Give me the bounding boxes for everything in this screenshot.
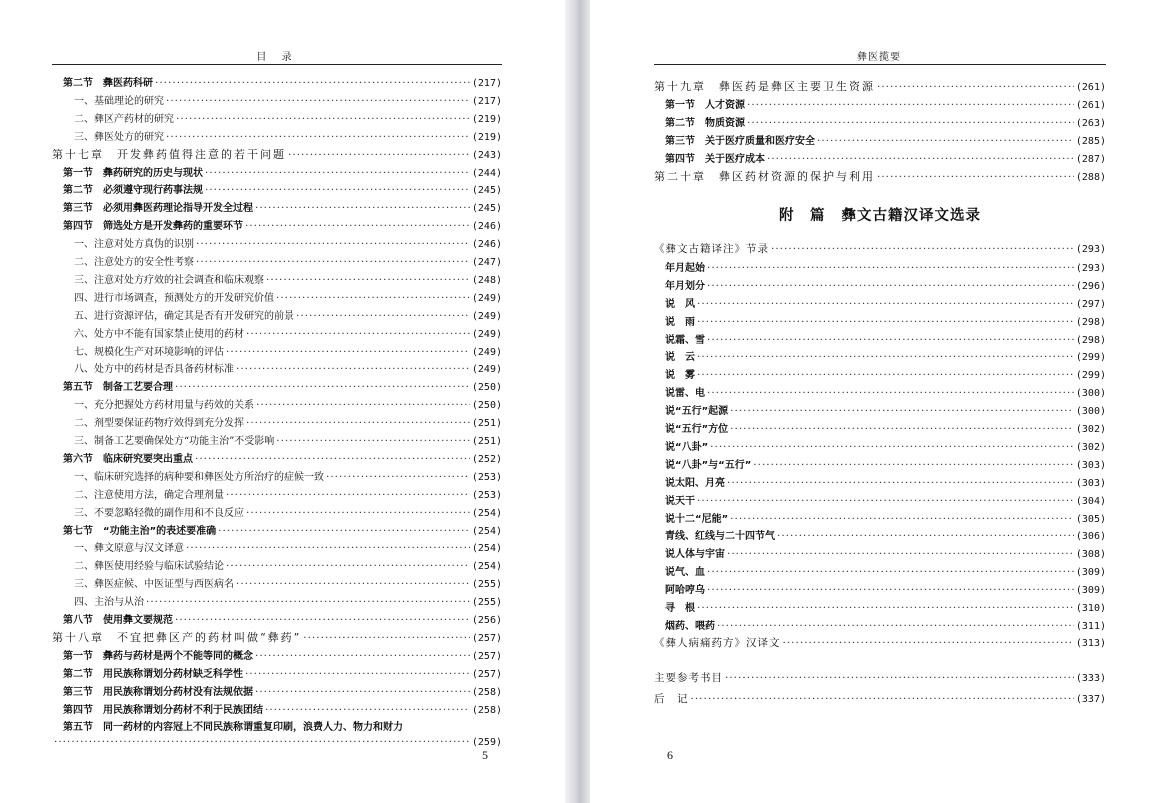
toc-entry [52, 647, 502, 664]
toc-entry-page: (251) [471, 418, 502, 430]
page-header: 目 录 [256, 52, 298, 63]
toc-entry-page: (299) [1075, 352, 1106, 364]
toc-entry-page: (249) [471, 310, 502, 322]
toc-leader-dots [691, 693, 1074, 705]
toc-entry [654, 492, 1106, 509]
toc-entry-title: 二、彝区产药材的研究 [74, 113, 174, 125]
toc-entry [52, 181, 502, 198]
toc-entry-page: (288) [1075, 172, 1106, 183]
toc-entry-title: 第五节 同一药材的内容冠上不同民族称谓重复印刷，浪费人力、物力和财力 [63, 722, 403, 734]
toc-entry-title: 第二节 必须遵守现行药事法规 [63, 185, 203, 197]
toc-leader-dots [195, 453, 470, 465]
toc-entry [52, 271, 502, 288]
toc-entry [654, 366, 1106, 383]
toc-entry-title: 一、基础理论的研究 [74, 95, 164, 107]
toc-entry-title: 第二十章 彝区药材资源的保护与利用 [654, 170, 875, 183]
toc-entry-page: (217) [471, 78, 502, 89]
toc-leader-dots [697, 316, 1074, 328]
toc-entry-page: (259) [471, 737, 502, 749]
toc-entry-page: (249) [471, 346, 502, 358]
toc-entry [52, 539, 502, 556]
toc-leader-dots [166, 131, 470, 143]
toc-entry-page: (245) [471, 185, 502, 197]
toc-entry [654, 295, 1106, 312]
page-number: 6 [667, 748, 673, 762]
toc-entry [52, 128, 502, 145]
toc-entry-title: 二、剂型要保证药物疗效得到充分发挥 [74, 418, 244, 430]
toc-entry-page: (303) [1075, 477, 1106, 489]
toc-entry-page: (252) [471, 453, 502, 465]
toc-entry-page: (255) [471, 579, 502, 591]
toc-entry [52, 718, 502, 735]
toc-entry-page: (253) [471, 471, 502, 483]
toc-entry-title: 第二节 彝医药科研 [63, 78, 153, 89]
page-gutter [565, 0, 590, 803]
toc-entry [52, 522, 502, 539]
toc-entry [52, 701, 502, 718]
toc-entry [654, 384, 1106, 401]
toc-entry [52, 468, 502, 485]
toc-entry-page: (299) [1075, 370, 1106, 382]
toc-entry [654, 510, 1106, 527]
toc-entry-page: (293) [1075, 262, 1106, 274]
toc-entry-title: 说 雾 [665, 370, 695, 382]
toc-leader-dots [276, 292, 470, 304]
toc-entry-page: (296) [1075, 280, 1106, 292]
toc-leader-dots [707, 566, 1074, 578]
toc-leader-dots [697, 495, 1074, 507]
toc-entry-title: 第四节 关于医疗成本 [665, 154, 765, 165]
toc-entry [654, 438, 1106, 455]
toc-entry [52, 110, 502, 127]
toc-leader-dots [707, 584, 1074, 596]
toc-entry-title: 第一节 彝药与药材是两个不能等同的概念 [63, 650, 253, 662]
toc-entry [654, 313, 1106, 330]
page-header: 彝医揽要 [857, 52, 901, 63]
toc-entry-title: 说人体与宇宙 [665, 549, 725, 561]
toc-entry-page: (302) [1075, 424, 1106, 435]
toc-entry-page: (249) [471, 328, 502, 340]
toc-entry-page: (255) [471, 597, 502, 609]
toc-entry-page: (254) [471, 525, 502, 537]
toc-entry [52, 414, 502, 431]
toc-entry-title: 说气、血 [665, 567, 705, 579]
header-rule [52, 64, 502, 65]
toc-leader-dots [707, 387, 1074, 399]
toc-leader-dots [725, 672, 1074, 684]
toc-entry-page: (246) [471, 239, 502, 251]
header-rule [654, 64, 1106, 65]
toc-entry [654, 670, 1106, 687]
toc-entry [654, 150, 1106, 167]
toc-leader-dots [727, 477, 1074, 489]
toc-entry [52, 486, 502, 503]
toc-entry [52, 92, 502, 109]
toc-entry-title: 第一节 彝药研究的历史与现状 [63, 167, 203, 179]
toc-leader-dots [246, 417, 470, 429]
toc-leader-dots [296, 310, 470, 322]
toc-entry [654, 241, 1106, 258]
toc-leader-dots [245, 220, 470, 232]
toc-entry-page: (245) [471, 203, 502, 215]
toc-entry [52, 396, 502, 413]
toc-entry-title: 说雷、电 [665, 388, 705, 400]
toc-leader-dots [196, 238, 470, 250]
toc-leader-dots [255, 202, 470, 214]
toc-entry [654, 132, 1106, 149]
toc-entry-page: (333) [1075, 673, 1106, 684]
right-page [590, 0, 1162, 803]
toc-entry-title: 第八节 使用彝文要规范 [63, 615, 173, 626]
toc-entry-title: 第三节 用民族称谓划分药材没有法规依据 [63, 686, 253, 698]
toc-entry-title: 年月起始 [665, 262, 705, 274]
toc-entry-page: (309) [1075, 567, 1106, 579]
toc-entry-title: 说霜、雪 [665, 334, 705, 346]
toc-entry-title: 一、临床研究选择的病种要和彝医处方所治疗的症候一致 [74, 471, 324, 483]
toc-entry-page: (306) [1075, 531, 1106, 543]
toc-entry-title: 一、充分把握处方药材用量与药效的关系 [74, 400, 254, 412]
toc-entry-title: 第七节 “功能主治”的表述要准确 [63, 525, 217, 537]
toc-leader-dots [730, 405, 1074, 417]
toc-entry [52, 343, 502, 360]
appendix-name: 彝文古籍汉译文选录 [841, 208, 981, 224]
toc-leader-dots [288, 149, 470, 161]
toc-entry-title: 说“五行”方位 [665, 424, 729, 435]
toc-entry [654, 259, 1106, 276]
toc-leader-dots [877, 81, 1074, 93]
toc-entry-title: 青线、红线与二十四节气 [665, 531, 775, 543]
toc-entry-title: 说 风 [665, 298, 695, 310]
toc-entry-page: (254) [471, 507, 502, 519]
toc-entry-title: 第三节 必须用彝医药理论指导开发全过程 [63, 203, 253, 215]
toc-leader-dots [817, 135, 1074, 147]
toc-entry [654, 599, 1106, 616]
toc-leader-dots [767, 153, 1074, 165]
toc-entry-page: (298) [1075, 316, 1106, 328]
toc-entry [654, 348, 1106, 365]
toc-leader-dots [256, 399, 470, 411]
toc-leader-dots [276, 435, 470, 447]
toc-leader-dots [727, 548, 1074, 560]
toc-entry [654, 635, 1106, 652]
toc-leader-dots [255, 686, 470, 698]
toc-leader-dots [697, 602, 1074, 614]
toc-entry-title: 烟药、喂药 [665, 620, 715, 632]
toc-entry-title: 二、注意处方的安全性考察 [74, 257, 194, 268]
toc-leader-dots [747, 117, 1074, 129]
toc-entry-title: 第三节 关于医疗质量和医疗安全 [665, 136, 815, 147]
toc-leader-dots [246, 328, 470, 340]
toc-leader-dots [783, 637, 1074, 649]
toc-entry [52, 307, 502, 324]
toc-entry [52, 575, 502, 592]
toc-leader-dots [146, 596, 470, 608]
toc-entry [52, 629, 502, 646]
toc-leader-dots [175, 614, 470, 626]
toc-entry-page: (263) [1075, 118, 1106, 129]
toc-leader-dots [155, 77, 470, 89]
toc-entry [52, 504, 502, 521]
toc-entry [52, 736, 502, 753]
toc-entry [52, 593, 502, 610]
toc-entry-title: 说十二“尼能” [665, 513, 729, 525]
toc-entry [654, 545, 1106, 562]
toc-entry-title: 说天干 [665, 495, 695, 507]
toc-entry [654, 617, 1106, 634]
toc-leader-dots [777, 530, 1074, 542]
toc-entry-page: (258) [471, 704, 502, 716]
toc-leader-dots [226, 560, 470, 572]
toc-entry-page: (219) [471, 113, 502, 125]
toc-leader-dots [326, 471, 470, 483]
toc-entry-title: 第四节 筛选处方是开发彝药的重要环节 [63, 221, 243, 233]
toc-entry-page: (257) [471, 632, 502, 644]
toc-entry-title: 主要参考书目 [654, 672, 723, 684]
toc-leader-dots [245, 668, 470, 680]
toc-entry-page: (244) [471, 167, 502, 179]
left-page [0, 0, 565, 803]
toc-entry-title: 说 云 [665, 352, 695, 364]
toc-entry-page: (308) [1075, 549, 1106, 561]
toc-leader-dots [697, 351, 1074, 363]
toc-entry [52, 199, 502, 216]
toc-entry [654, 331, 1106, 348]
toc-leader-dots [697, 298, 1074, 310]
toc-entry-title: 第一节 人才资源 [665, 100, 745, 111]
toc-entry-page: (311) [1075, 620, 1106, 632]
toc-entry [654, 527, 1106, 544]
toc-entry-title: 三、制备工艺要确保处方“功能主治”不受影响 [74, 436, 275, 447]
toc-entry [52, 325, 502, 342]
toc-entry-title: 七、规模化生产对环境影响的评估 [74, 346, 224, 358]
toc-entry-page: (300) [1075, 388, 1106, 400]
toc-entry-page: (219) [471, 131, 502, 143]
toc-entry-title: 说“五行”起源 [665, 406, 729, 418]
toc-entry-page: (250) [471, 400, 502, 412]
toc-entry [654, 402, 1106, 419]
toc-entry-title: 说“八卦” [665, 441, 709, 453]
toc-entry [654, 474, 1106, 491]
toc-entry-page: (310) [1075, 603, 1106, 614]
toc-leader-dots [218, 525, 470, 537]
toc-entry-title: 四、主治与从治 [74, 597, 144, 609]
toc-entry-page: (313) [1075, 637, 1106, 649]
toc-leader-dots [255, 650, 470, 662]
toc-entry-title: 后 记 [654, 693, 689, 705]
toc-entry-title: 第五节 制备工艺要合理 [63, 382, 173, 394]
toc-entry-title: 三、彝医处方的研究 [74, 131, 164, 143]
toc-entry-title: 说“八卦”与“五行” [665, 459, 752, 471]
toc-entry-page: (243) [471, 149, 502, 161]
toc-entry-title: 一、注意对处方真伪的识别 [74, 239, 194, 251]
toc-entry [654, 420, 1106, 437]
toc-entry-title: 二、彝医使用经验与临床试验结论 [74, 561, 224, 573]
toc-entry [52, 432, 502, 449]
toc-entry-page: (305) [1075, 513, 1106, 525]
toc-entry-title: 一、彝文原意与汉文译意 [74, 543, 184, 555]
toc-entry-title: 八、处方中的药材是否具备药材标准 [74, 364, 234, 376]
toc-entry-page: (246) [471, 221, 502, 233]
toc-leader-dots [265, 704, 470, 716]
toc-entry [52, 146, 502, 163]
toc-entry-page: (300) [1075, 406, 1106, 418]
toc-entry-page: (249) [471, 292, 502, 304]
toc-leader-dots [205, 184, 470, 196]
toc-entry-title: 第十七章 开发彝药值得注意的若干问题 [52, 147, 286, 161]
toc-leader-dots [176, 113, 470, 125]
toc-entry [52, 683, 502, 700]
toc-entry-title: 第二节 物质资源 [665, 118, 745, 129]
toc-entry-title: 说 雨 [665, 316, 695, 328]
toc-leader-dots [710, 441, 1074, 453]
toc-entry-title: 第十九章 彝医药是彝区主要卫生资源 [654, 80, 875, 93]
toc-leader-dots [730, 423, 1074, 435]
toc-entry-page: (256) [471, 615, 502, 626]
toc-leader-dots [303, 632, 470, 644]
toc-leader-dots [717, 620, 1074, 632]
toc-entry [654, 96, 1106, 113]
toc-entry-page: (302) [1075, 441, 1106, 453]
toc-entry-title: 年月划分 [665, 280, 705, 292]
toc-entry-title: 第十八章 不宜把彝区产的药材叫做“彝药” [52, 630, 302, 644]
toc-leader-dots [707, 280, 1074, 292]
toc-leader-dots [246, 507, 470, 519]
toc-entry-page: (251) [471, 436, 502, 447]
toc-entry [654, 563, 1106, 580]
toc-entry-page: (217) [471, 95, 502, 107]
toc-leader-dots [166, 95, 470, 107]
toc-entry [52, 557, 502, 574]
toc-entry [52, 289, 502, 306]
toc-entry [52, 253, 502, 270]
toc-entry-page: (309) [1075, 585, 1106, 597]
toc-entry [52, 450, 502, 467]
toc-entry-page: (258) [471, 686, 502, 698]
toc-entry-page: (253) [471, 489, 502, 501]
toc-entry [52, 378, 502, 395]
toc-leader-dots [226, 346, 470, 358]
toc-entry [654, 114, 1106, 131]
toc-leader-dots [753, 459, 1074, 471]
appendix-title [654, 204, 1106, 225]
toc-entry [654, 277, 1106, 294]
toc-entry-title: 说太阳、月亮 [665, 477, 725, 489]
toc-entry-title: 三、彝医症候、中医证型与西医病名 [74, 579, 234, 591]
toc-entry [52, 164, 502, 181]
toc-entry [52, 611, 502, 628]
toc-entry [654, 78, 1106, 95]
toc-entry-page: (261) [1075, 100, 1106, 111]
toc-entry-page: (298) [1075, 334, 1106, 346]
toc-entry-title: 三、注意对处方疗效的社会调查和临床观察 [74, 274, 264, 286]
toc-leader-dots [196, 256, 470, 268]
toc-entry [654, 168, 1106, 185]
toc-entry-title: 五、进行资源评估，确定其是否有开发研究的前景 [74, 310, 294, 322]
toc-entry-page: (304) [1075, 495, 1106, 507]
toc-entry-page: (261) [1075, 82, 1106, 93]
toc-entry-title: 阿哈哼乌 [665, 585, 705, 597]
page-number: 5 [482, 748, 488, 762]
toc-entry-title: 第六节 临床研究要突出重点 [63, 453, 193, 465]
toc-entry [654, 581, 1106, 598]
toc-leader-dots [205, 167, 470, 179]
toc-entry-page: (337) [1075, 694, 1106, 705]
toc-leader-dots [186, 542, 470, 554]
toc-leader-dots [54, 736, 470, 748]
toc-entry-page: (257) [471, 650, 502, 662]
toc-entry [52, 235, 502, 252]
toc-leader-dots [266, 274, 470, 286]
toc-entry-page: (248) [471, 274, 502, 286]
toc-entry [52, 74, 502, 91]
toc-entry-page: (257) [471, 668, 502, 680]
toc-entry-title: 第二节 用民族称谓划分药材缺乏科学性 [63, 668, 243, 680]
toc-entry-title: 四、进行市场调查，预测处方的开发研究价值 [74, 292, 274, 304]
toc-entry-page: (293) [1075, 244, 1106, 255]
toc-leader-dots [877, 171, 1074, 183]
toc-entry-page: (249) [471, 364, 502, 376]
toc-entry-page: (247) [471, 257, 502, 268]
toc-entry [654, 456, 1106, 473]
toc-leader-dots [236, 363, 470, 375]
toc-entry-title: 《彝文古籍译注》节录 [654, 243, 769, 255]
toc-leader-dots [707, 334, 1074, 346]
toc-entry [52, 217, 502, 234]
toc-leader-dots [697, 369, 1074, 381]
toc-entry-page: (285) [1075, 136, 1106, 147]
toc-entry-page: (254) [471, 543, 502, 555]
toc-entry [654, 691, 1106, 708]
toc-leader-dots [175, 381, 470, 393]
toc-entry [52, 665, 502, 682]
toc-entry-title: 寻 根 [665, 603, 695, 614]
toc-entry-page: (254) [471, 561, 502, 573]
toc-entry-page: (250) [471, 382, 502, 394]
appendix-part: 附 篇 [779, 208, 826, 224]
toc-entry-title: 三、不要忽略轻微的副作用和不良反应 [74, 507, 244, 519]
toc-entry-title: 第四节 用民族称谓划分药材不利于民族团结 [63, 704, 263, 716]
toc-entry-title: 《彝人病痛药方》汉译文 [654, 636, 781, 649]
toc-entry-title: 二、注意使用方法，确定合理剂量 [74, 489, 224, 501]
toc-leader-dots [747, 99, 1074, 111]
toc-entry-page: (297) [1075, 298, 1106, 310]
toc-leader-dots [707, 262, 1074, 274]
toc-entry-title: 六、处方中不能有国家禁止使用的药材 [74, 328, 244, 340]
toc-leader-dots [730, 513, 1074, 525]
toc-leader-dots [226, 489, 470, 501]
toc-leader-dots [236, 578, 470, 590]
toc-leader-dots [771, 243, 1074, 255]
toc-entry-page: (303) [1075, 459, 1106, 471]
toc-entry-page: (287) [1075, 154, 1106, 165]
toc-entry [52, 360, 502, 377]
